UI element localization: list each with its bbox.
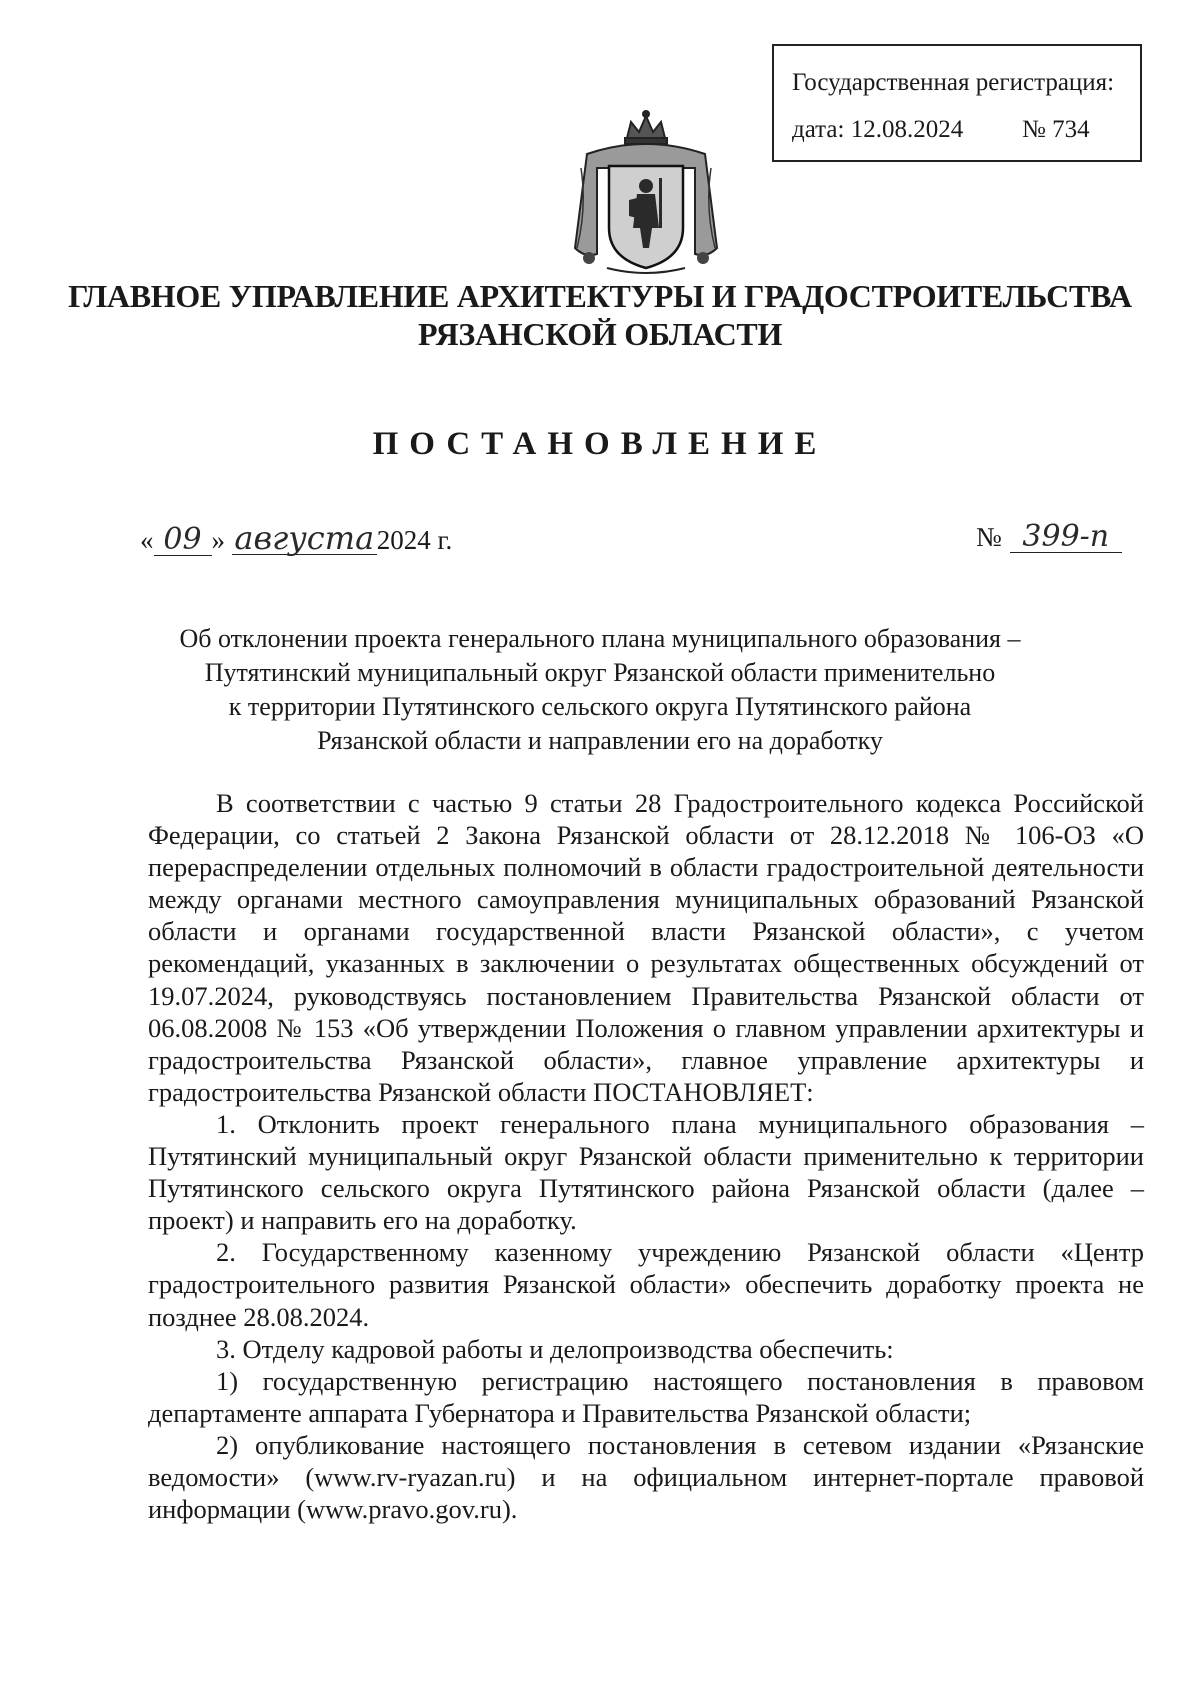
subject-line: Об отклонении проекта генерального плана муниципального образования – (179, 624, 1021, 653)
registration-date: дата: 12.08.2024 (792, 116, 964, 143)
registration-title: Государственная регистрация: (792, 69, 1115, 96)
body-paragraph-item-2: 2. Государственному казенному учреждению Рязанской области «Центр градостроительного развития Рязанской области» обеспечить доработку проекта не позднее 28.08.2024. (148, 1237, 1144, 1332)
organization-name-line1: ГЛАВНОЕ УПРАВЛЕНИЕ АРХИТЕКТУРЫ И ГРАДОСТРОИТЕЛЬСТВА (68, 278, 1132, 314)
date-open-quote: « (140, 525, 154, 555)
document-number (976, 519, 1122, 554)
body-paragraph-item-3: 3. Отделу кадровой работы и делопроизводства обеспечить: (216, 1333, 894, 1364)
subject-line: к территории Путятинского сельского округа Путятинского района (228, 692, 972, 721)
document-body (148, 787, 1144, 1525)
document-date (140, 519, 453, 557)
document-subject (150, 622, 1050, 758)
number-prefix: № (976, 522, 1002, 552)
document-type-heading: ПОСТАНОВЛЕНИЕ (372, 426, 828, 462)
body-paragraph-item-1: 1. Отклонить проект генерального плана муниципального образования – Путятинский муниципальный округ Рязанской области применительно к территории Путятинского сельского округа Путятинского района Рязанской области (далее – проект) и направить его на доработку. (148, 1108, 1144, 1236)
coat-of-arms-ryazan-icon (567, 108, 725, 278)
registration-number: № 734 (1022, 116, 1090, 143)
body-paragraph-subitem-1: 1) государственную регистрацию настоящего постановления в правовом департаменте аппарата Губернатора и Правительства Рязанской области; (148, 1365, 1144, 1428)
handwritten-month: августа (232, 522, 377, 555)
body-paragraph-subitem-2: 2) опубликование настоящего постановления в сетевом издании «Рязанские ведомости» (www.rv-ryazan.ru) и на официальном интернет-портале правовой информации (www.pravo.gov.ru). (148, 1429, 1144, 1525)
organization-name-line2: РЯЗАНСКОЙ ОБЛАСТИ (417, 316, 783, 352)
registration-stamp (772, 44, 1142, 162)
subject-line: Рязанской области и направлении его на доработку (317, 726, 883, 755)
date-close-quote: » (211, 525, 225, 555)
body-paragraph-preamble: В соответствии с частью 9 статьи 28 Градостроительного кодекса Российской Федерации, со статьей 2 Закона Рязанской области от 28.12.2018 № 106-ОЗ «О перераспределении отдельных полномочий в области градостроительной деятельности между органами местного самоуправления муниципальных образований Рязанской области и органами государственной власти Рязанской области», с учетом рекомендаций, указанных в заключении о результатах общественных обсуждений от 19.07.2024, руководствуясь постановлением Правительства Рязанской области от 06.08.2008 № 153 «Об утверждении Положения о главном управлении архитектуры и градостроительства Рязанской области», главное управление архитектуры и градостроительства Рязанской области ПОСТАНОВЛЯЕТ: (148, 788, 1144, 1107)
subject-line: Путятинский муниципальный округ Рязанской области применительно (204, 658, 996, 687)
handwritten-number: 399-п (1010, 522, 1122, 553)
handwritten-day: 09 (154, 525, 212, 556)
date-year: 2024 г. (376, 525, 453, 555)
